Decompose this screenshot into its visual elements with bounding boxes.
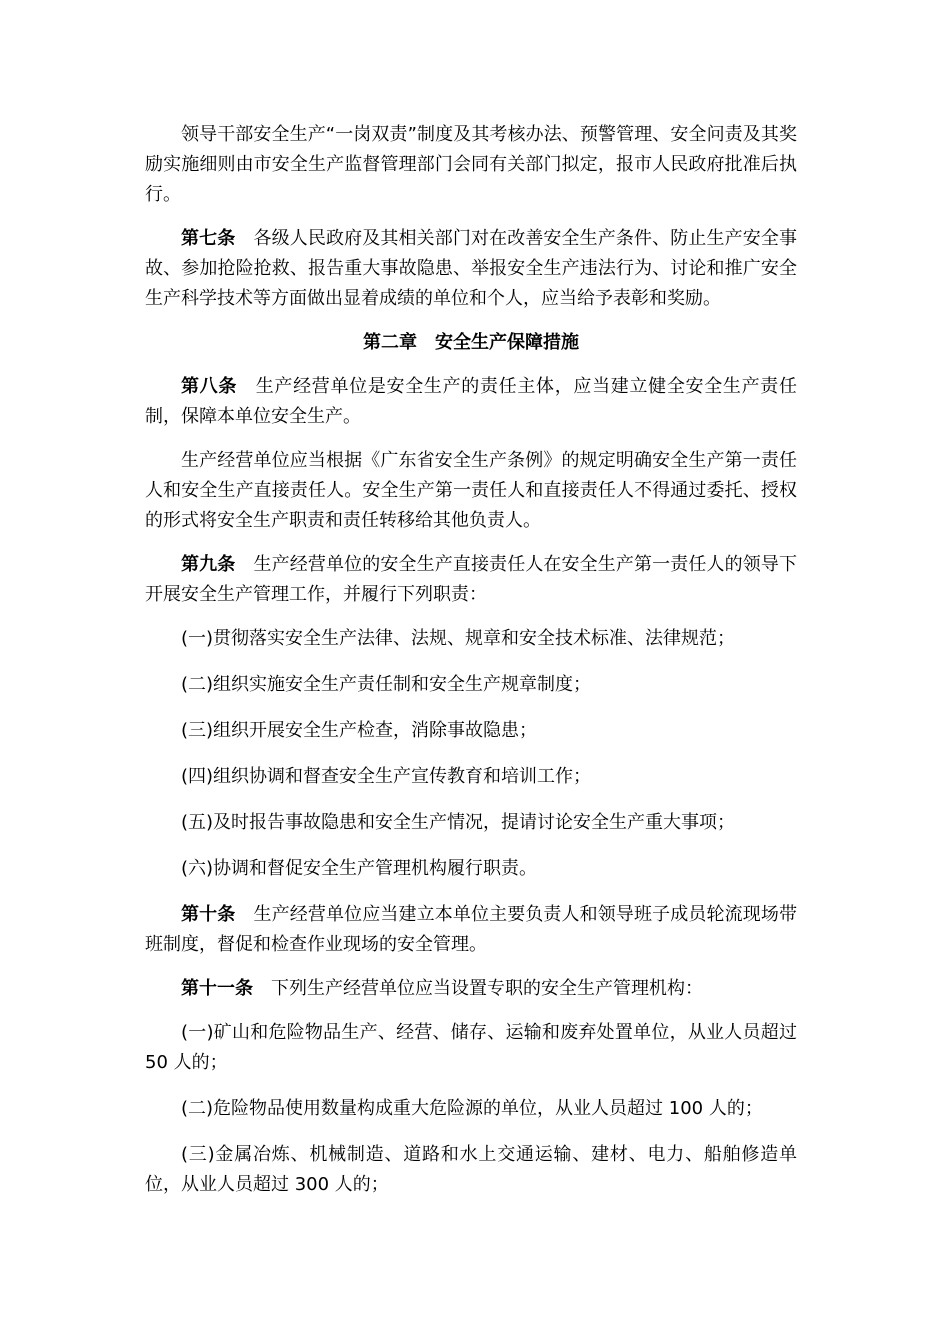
article-7-text: 各级人民政府及其相关部门对在改善安全生产条件、防止生产安全事故、参加抢险抢救、报告重大事故隐患、举报安全生产违法行为、讨论和推广安全生产科学技术等方面做出显着成绩的单位和个人，应当给予表彰和奖励。 <box>145 228 798 309</box>
article-11-item-2: (二)危险物品使用数量构成重大危险源的单位，从业人员超过 100 人的； <box>181 1098 763 1119</box>
article-8 <box>145 372 797 432</box>
document-body <box>145 120 797 1216</box>
article-10-text: 生产经营单位应当建立本单位主要负责人和领导班子成员轮流现场带班制度，督促和检查作业现场的安全管理。 <box>145 904 798 955</box>
chapter-number: 第二章 <box>363 332 417 353</box>
article-9-item-3: (三)组织开展安全生产检查，消除事故隐患； <box>181 720 538 741</box>
article-8-followup: 生产经营单位应当根据《广东省安全生产条例》的规定明确安全生产第一责任人和安全生产直接责任人。安全生产第一责任人和直接责任人不得通过委托、授权的形式将安全生产职责和责任转移给其他负责人。 <box>145 450 797 531</box>
article-8-number: 第八条 <box>181 376 238 397</box>
article-7 <box>145 224 797 314</box>
article-9-number: 第九条 <box>181 554 236 575</box>
article-11-number: 第十一条 <box>181 978 253 999</box>
article-9-item-1: (一)贯彻落实安全生产法律、法规、规章和安全技术标准、法律规范； <box>181 628 736 649</box>
article-11-text: 下列生产经营单位应当设置专职的安全生产管理机构： <box>271 978 703 999</box>
article-11 <box>145 974 797 1004</box>
chapter-heading <box>145 328 797 358</box>
article-10 <box>145 900 797 960</box>
paragraph-leadership-responsibility: 领导干部安全生产“一岗双责”制度及其考核办法、预警管理、安全问责及其奖励实施细则由市安全生产监督管理部门会同有关部门拟定，报市人民政府批准后执行。 <box>145 124 797 205</box>
article-8-text: 生产经营单位是安全生产的责任主体，应当建立健全安全生产责任制，保障本单位安全生产。 <box>145 376 797 427</box>
article-7-number: 第七条 <box>181 228 236 249</box>
article-9-item-2: (二)组织实施安全生产责任制和安全生产规章制度； <box>181 674 592 695</box>
article-9-item-6: (六)协调和督促安全生产管理机构履行职责。 <box>181 858 538 879</box>
article-9-item-4: (四)组织协调和督查安全生产宣传教育和培训工作； <box>181 766 592 787</box>
article-11-item-3: (三)金属冶炼、机械制造、道路和水上交通运输、建材、电力、船舶修造单位，从业人员超过 300 人的； <box>145 1144 797 1195</box>
article-10-number: 第十条 <box>181 904 236 925</box>
article-9 <box>145 550 797 610</box>
chapter-title: 安全生产保障措施 <box>435 332 579 353</box>
article-9-text: 生产经营单位的安全生产直接责任人在安全生产第一责任人的领导下开展安全生产管理工作，并履行下列职责： <box>145 554 798 605</box>
article-9-item-5: (五)及时报告事故隐患和安全生产情况，提请讨论安全生产重大事项； <box>181 812 736 833</box>
article-11-item-1: (一)矿山和危险物品生产、经营、储存、运输和废弃处置单位，从业人员超过 50 人的； <box>145 1022 797 1073</box>
